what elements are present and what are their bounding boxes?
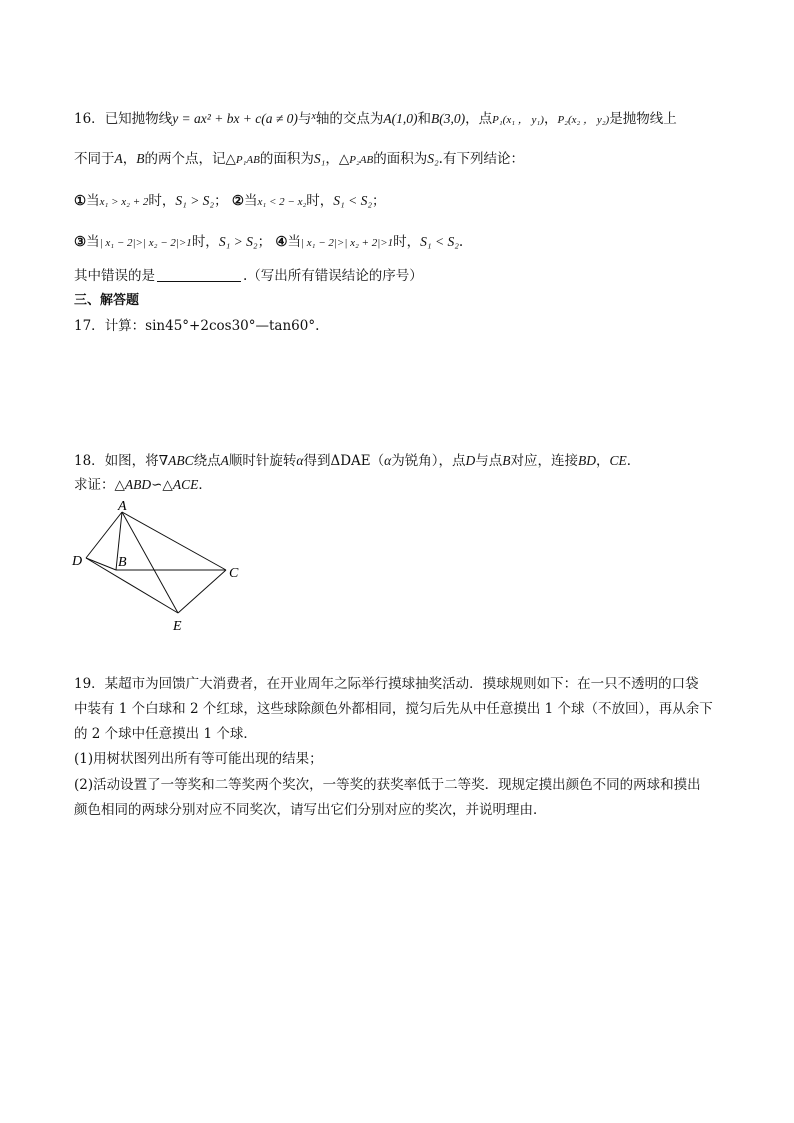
q19-part2-line1: (2)活动设置了一等奖和二等奖两个奖次，一等奖的获奖率低于二等奖．现规定摸出颜色不同的两球和摸出 — [74, 777, 701, 793]
q19-part1: (1)用树状图列出所有等可能出现的结果； — [74, 751, 323, 767]
label-b: B — [118, 555, 127, 570]
point-p2: P₂(x₂ ， y₂) — [557, 114, 610, 126]
x-var: x — [311, 111, 316, 122]
q19-part2-line2: 颜色相同的两球分别对应不同奖次，请写出它们分别对应的奖次，并说明理由． — [74, 802, 547, 818]
q18-text: 绕点 — [193, 453, 221, 469]
q18-text: 与点 — [475, 453, 503, 469]
var-a: A — [114, 151, 123, 166]
parabola-formula: y = ax² + bx + c(a ≠ 0) — [172, 111, 298, 126]
conclusion-4-result: S₁ < S₂ — [420, 234, 459, 249]
var-alpha: α — [384, 453, 392, 468]
q16-line1 — [74, 108, 677, 129]
q18-text: 得到ΔDAE（ — [303, 453, 385, 469]
q16-text: 与 — [297, 111, 312, 127]
q16-text: ，点 — [465, 111, 493, 127]
conclusion-4-condition: | x₁ − 2|>| x₂ + 2|>1 — [300, 237, 394, 249]
q17-text: 计算：sin45°+2cos30°—tan60°. — [104, 318, 320, 334]
segment-ad — [86, 512, 122, 558]
q16-text: 当 — [287, 234, 301, 250]
var-b: B — [502, 453, 511, 468]
similarity-statement: △ABD∽△ACE — [114, 477, 199, 492]
var-b: B — [136, 151, 145, 166]
q18-text: 如图，将 — [104, 453, 159, 469]
label-d: D — [72, 554, 83, 569]
q18-text: 为锐角），点 — [391, 453, 466, 469]
segment-bd: BD — [578, 453, 596, 468]
geometry-figure — [66, 500, 256, 640]
conclusion-1-number: ① — [74, 193, 87, 209]
label-c: C — [229, 566, 239, 581]
q18-text: 对应，连接 — [510, 453, 578, 469]
q16-text: 其中错误的是 — [74, 268, 155, 284]
q16-text: 是抛物线上 — [609, 111, 677, 127]
var-d: D — [465, 453, 476, 468]
triangle-p1ab: P₁AB — [235, 154, 260, 166]
q16-text: 当 — [244, 193, 258, 209]
label-a: A — [118, 500, 127, 514]
q16-text: 时， — [393, 234, 421, 250]
conclusion-3-condition: | x₁ − 2|>| x₂ − 2|>1 — [99, 237, 192, 249]
q18-line1 — [74, 452, 640, 470]
label-e: E — [173, 619, 182, 634]
conclusion-1-condition: x₁ > x₂ + 2 — [99, 196, 149, 208]
q18-text: ． — [198, 477, 212, 493]
q16-line2 — [74, 150, 524, 169]
conclusion-1-result: S₁ > S₂ — [175, 193, 215, 208]
q16-text: ，△ — [325, 151, 350, 167]
var-a: A — [220, 453, 229, 468]
q16-text: ， — [543, 111, 558, 127]
q16-text: 的两个点，记△ — [144, 151, 236, 167]
q16-text: 轴的交点为 — [315, 111, 384, 127]
q19-line1: 19．某超市为回馈广大消费者，在开业周年之际举行摸球抽奖活动．摸球规则如下：在一只不透明的口袋 — [74, 676, 699, 692]
var-alpha: α — [296, 453, 304, 468]
section-heading: 三、解答题 — [74, 293, 140, 308]
q19-line2: 中装有 1 个白球和 2 个红球，这些球除颜色外都相同，搅匀后先从中任意摸出 1 个球（不放回），再从余下 — [74, 701, 713, 717]
point-a: A(1,0) — [383, 111, 418, 126]
conclusion-2-number: ② — [231, 193, 245, 209]
conclusion-2-result: S₁ < S₂ — [333, 193, 373, 208]
segment-ce: CE — [609, 453, 627, 468]
q16-text: 时， — [306, 193, 334, 209]
conclusion-2-condition: x₁ < 2 − x₂ — [257, 196, 307, 208]
q16-text: 的面积为 — [373, 151, 428, 167]
q16-text: 已知抛物线 — [104, 111, 173, 127]
q18-line2 — [74, 476, 212, 494]
q16-text: 当 — [86, 234, 100, 250]
point-p1: P₁(x₁ ， y₁) — [492, 114, 544, 126]
q17-number: 17． — [74, 318, 105, 334]
q16-text: ， — [122, 151, 137, 167]
var-s1: S₁ — [313, 151, 326, 166]
q18-number: 18． — [74, 453, 105, 469]
q16-text: 当 — [86, 193, 100, 209]
q16-text: 时， — [191, 234, 219, 250]
q16-text: 的面积为 — [259, 151, 314, 167]
q16-text: 和 — [417, 111, 432, 127]
q16-text: ； — [372, 193, 386, 209]
q18-text: ． — [626, 453, 641, 469]
q16-text: . — [458, 234, 464, 250]
q16-text: ； — [214, 193, 228, 209]
segment-bd — [86, 558, 116, 570]
q16-text: 时， — [148, 193, 176, 209]
conclusion-4-number: ④ — [275, 234, 288, 250]
q16-conclusions-3-4 — [74, 233, 463, 252]
var-s2: S₂ — [427, 151, 439, 166]
segment-de — [86, 558, 178, 613]
answer-blank[interactable] — [157, 269, 241, 282]
point-b: B(3,0) — [431, 111, 466, 126]
conclusion-3-number: ③ — [74, 234, 87, 250]
conclusion-3-result: S₁ > S₂ — [218, 234, 258, 249]
q16-text: ； — [257, 234, 272, 250]
q16-ask — [74, 267, 423, 285]
q18-text: ， — [596, 453, 610, 469]
triangle-abc: ∇ABC — [158, 453, 194, 468]
q16-text: 不同于 — [74, 151, 115, 167]
q16-text: .（写出所有错误结论的序号） — [243, 268, 423, 284]
triangle-p2ab: P₂AB — [349, 154, 374, 166]
q17 — [74, 317, 319, 335]
q16-conclusions-1-2 — [74, 192, 386, 211]
q19-line3: 的 2 个球中任意摸出 1 个球． — [74, 726, 257, 742]
q16-number: 16． — [74, 111, 105, 127]
q16-text: .有下列结论： — [438, 151, 524, 167]
segment-ce — [178, 570, 226, 613]
q18-text: 顺时针旋转 — [228, 453, 297, 469]
q18-text: 求证： — [74, 477, 115, 493]
